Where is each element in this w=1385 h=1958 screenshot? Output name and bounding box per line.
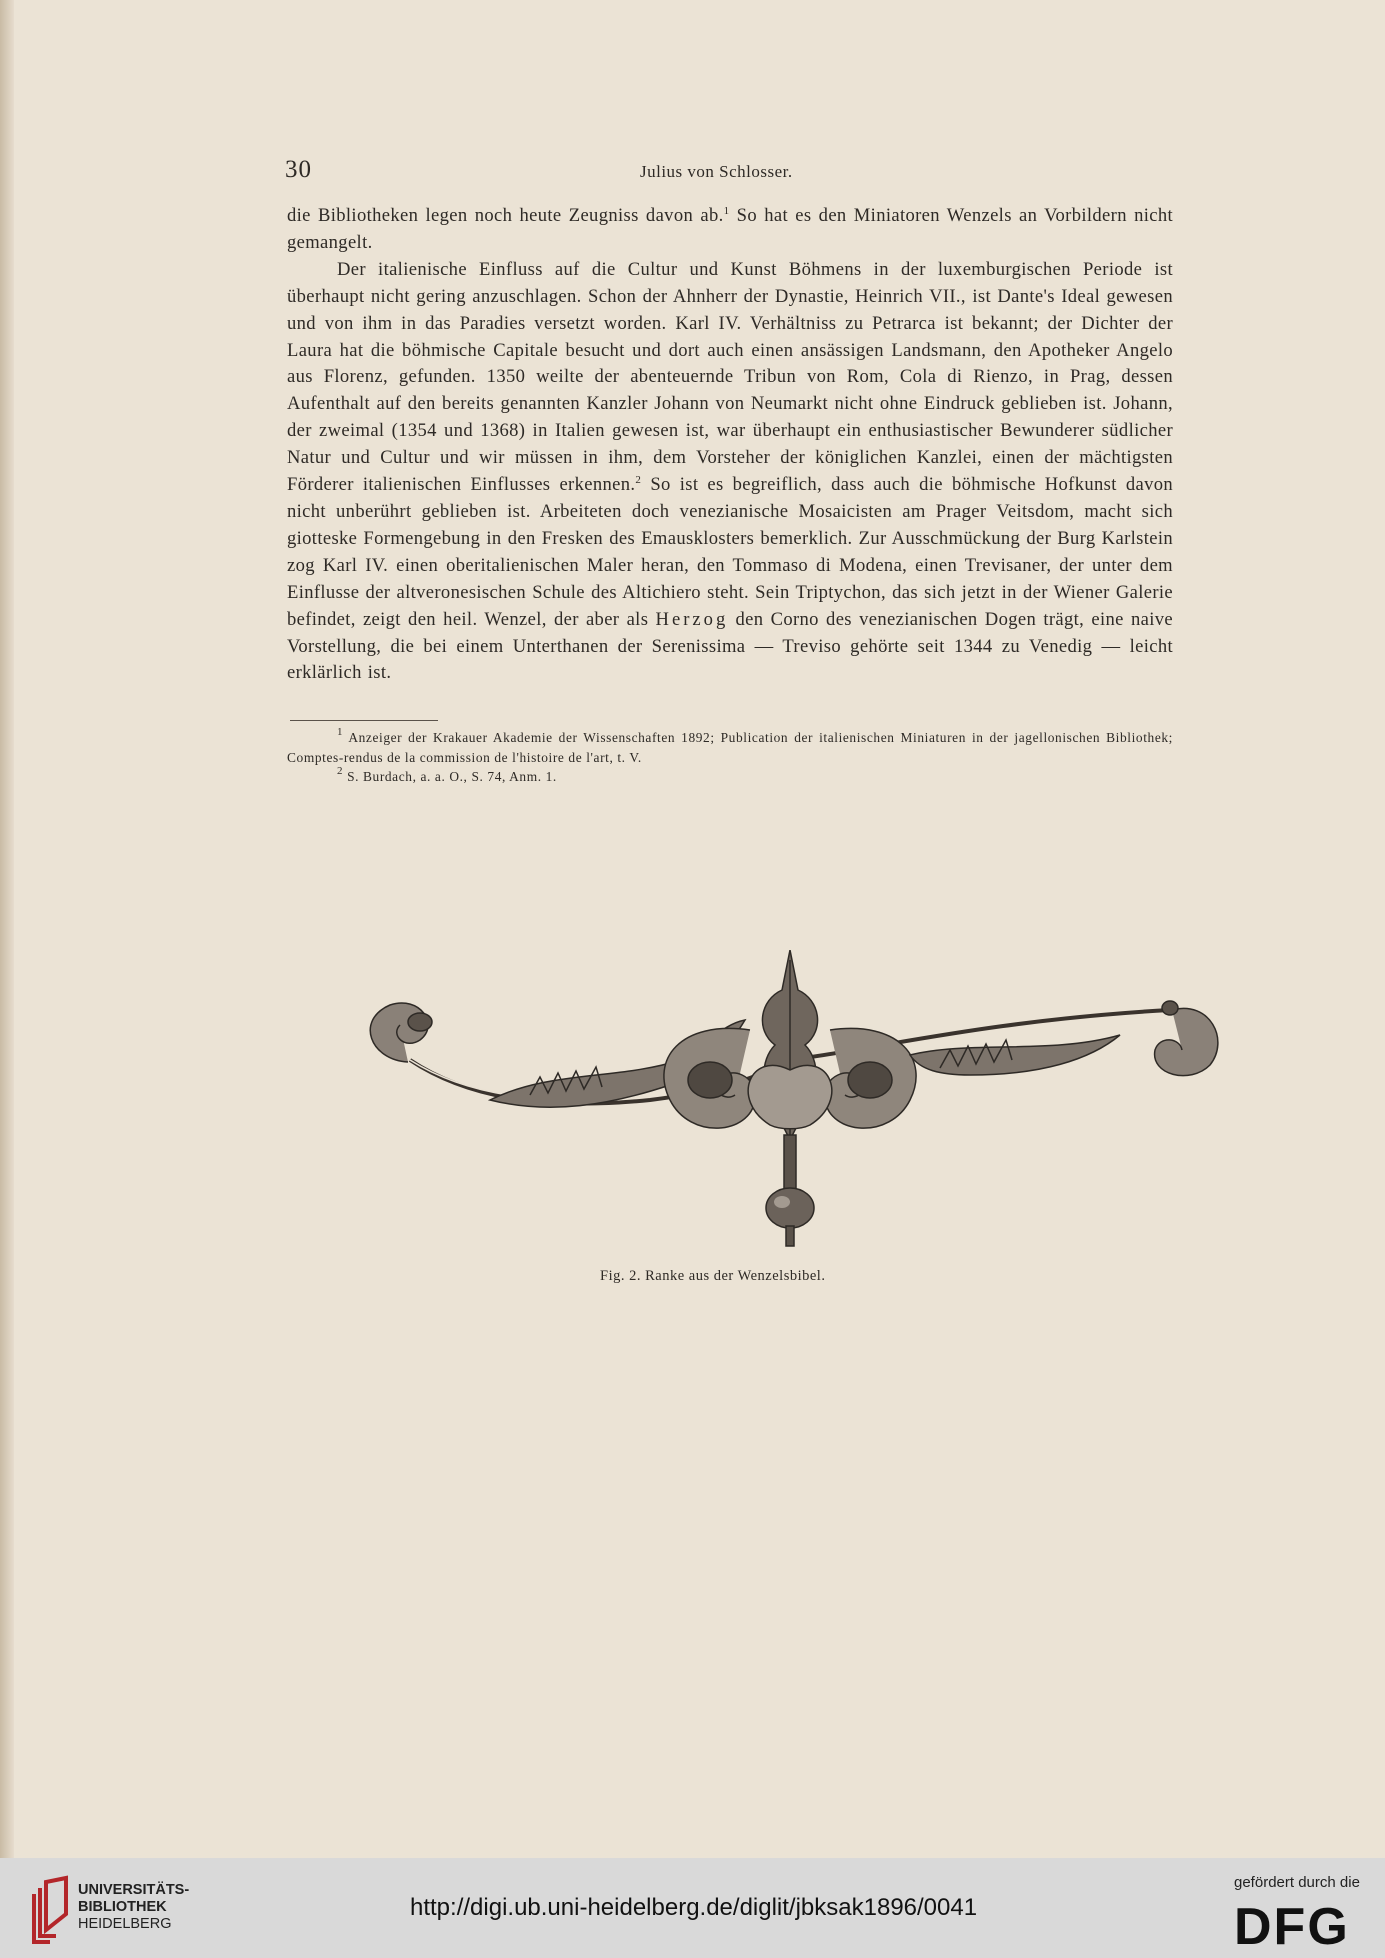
library-name[interactable]: UNIVERSITÄTS- BIBLIOTHEK HEIDELBERG bbox=[78, 1882, 190, 1932]
paragraph-2: Der italienische Einfluss auf die Cultur und Kunst Böhmens in der luxemburgischen Periode ist überhaupt nicht gering anzuschlagen. Schon der Ahnherr der Dynastie, Heinrich VII., ist Dante's Ideal gewesen und von ihm in das Paradies versetzt worden. Karl IV. Verhältniss zu Petrarca ist bekannt; der Dichter der Laura hat die böhmische Capitale besucht und dort auch einen ansässigen Landsmann, den Apotheker Angelo aus Florenz, gefunden. 1350 weilte der abenteuernde Tribun von Rom, Cola di Rienzo, in Prag, dessen Aufenthalt auf den bereits genannten Kanzler Johann von Neumarkt nicht ohne Eindruck geblieben ist. Johann, der zweimal (1354 und 1368) in Italien gewesen ist, war überhaupt ein enthusiastischer Bewunderer südlicher Natur und Cultur und wir müssen in ihm, dem Vorsteher der königlichen Kanzlei, einen der mächtigsten Förderer italienischen Einflusses erkennen.$^2$ So ist es begreiflich, dass auch die böhmische Hofkunst davon nicht unberührt geblieben ist. Arbeiteten doch venezianische Mosaicisten am Prager Veitsdom, macht sich giotteske Formengebung in den Fresken des Emausklosters bemerklich. Zur Ausschmückung der Burg Karlstein zog Karl IV. einen oberitalienischen Maler heran, den Tommaso di Modena, einen Trevisaner, der unter dem Einflusse der altveronesischen Schule des Altichiero steht. Sein Triptychon, das sich jetzt in der Wiener Galerie befindet, zeigt den heil. Wenzel, der aber als Herzog den Corno des venezianischen Dogen trägt, eine naive Vorstellung, die bei einem Unterthanen der Serenissima — Treviso gehörte seit 1344 zu Venedig — leicht erklärlich ist. bbox=[287, 258, 1174, 684]
dfg-logo-icon[interactable] bbox=[1232, 1900, 1362, 1948]
acanthus-scroll-ornament bbox=[350, 950, 1230, 1260]
funding-note: gefördert durch die bbox=[1234, 1874, 1360, 1891]
spaced-word: Herzog bbox=[655, 608, 729, 630]
digitization-footer bbox=[0, 1858, 1385, 1958]
figure-caption: Fig. 2. Ranke aus der Wenzelsbibel. bbox=[600, 1268, 826, 1284]
ub-heidelberg-logo-icon[interactable] bbox=[30, 1874, 70, 1946]
permalink-url[interactable]: http://digi.ub.uni-heidelberg.de/diglit/jbksak1896/0041 bbox=[410, 1894, 978, 1921]
page-number: 30 bbox=[285, 156, 312, 183]
footnote-ref-1[interactable]: 1 bbox=[723, 205, 730, 217]
footnote-2: $^2$ S. Burdach, a. a. O., S. 74, Anm. 1. bbox=[337, 765, 557, 784]
running-head-author: Julius von Schlosser. bbox=[640, 162, 793, 181]
footnote-ref-2[interactable]: 2 bbox=[635, 474, 642, 487]
dfg-logo-text: DFG bbox=[1234, 1900, 1350, 1948]
body-text bbox=[287, 203, 1173, 687]
footnote-separator bbox=[290, 720, 438, 721]
paragraph-1: die Bibliotheken legen noch heute Zeugniss davon ab.$^1$ So hat es den Miniatoren Wenzels an Vorbildern nicht gemangelt. bbox=[287, 205, 1173, 253]
footnote-1: $^1$ Anzeiger der Krakauer Akademie der Wissenschaften 1892; Publication der italienischen Miniaturen in der jagellonischen Bibliothek; Comptes-rendus de la commission de l'histoire de l'art, t. V. bbox=[287, 726, 1173, 765]
page-edge-shadow bbox=[0, 0, 14, 1858]
footnotes bbox=[287, 728, 1173, 787]
running-head bbox=[285, 156, 1175, 186]
